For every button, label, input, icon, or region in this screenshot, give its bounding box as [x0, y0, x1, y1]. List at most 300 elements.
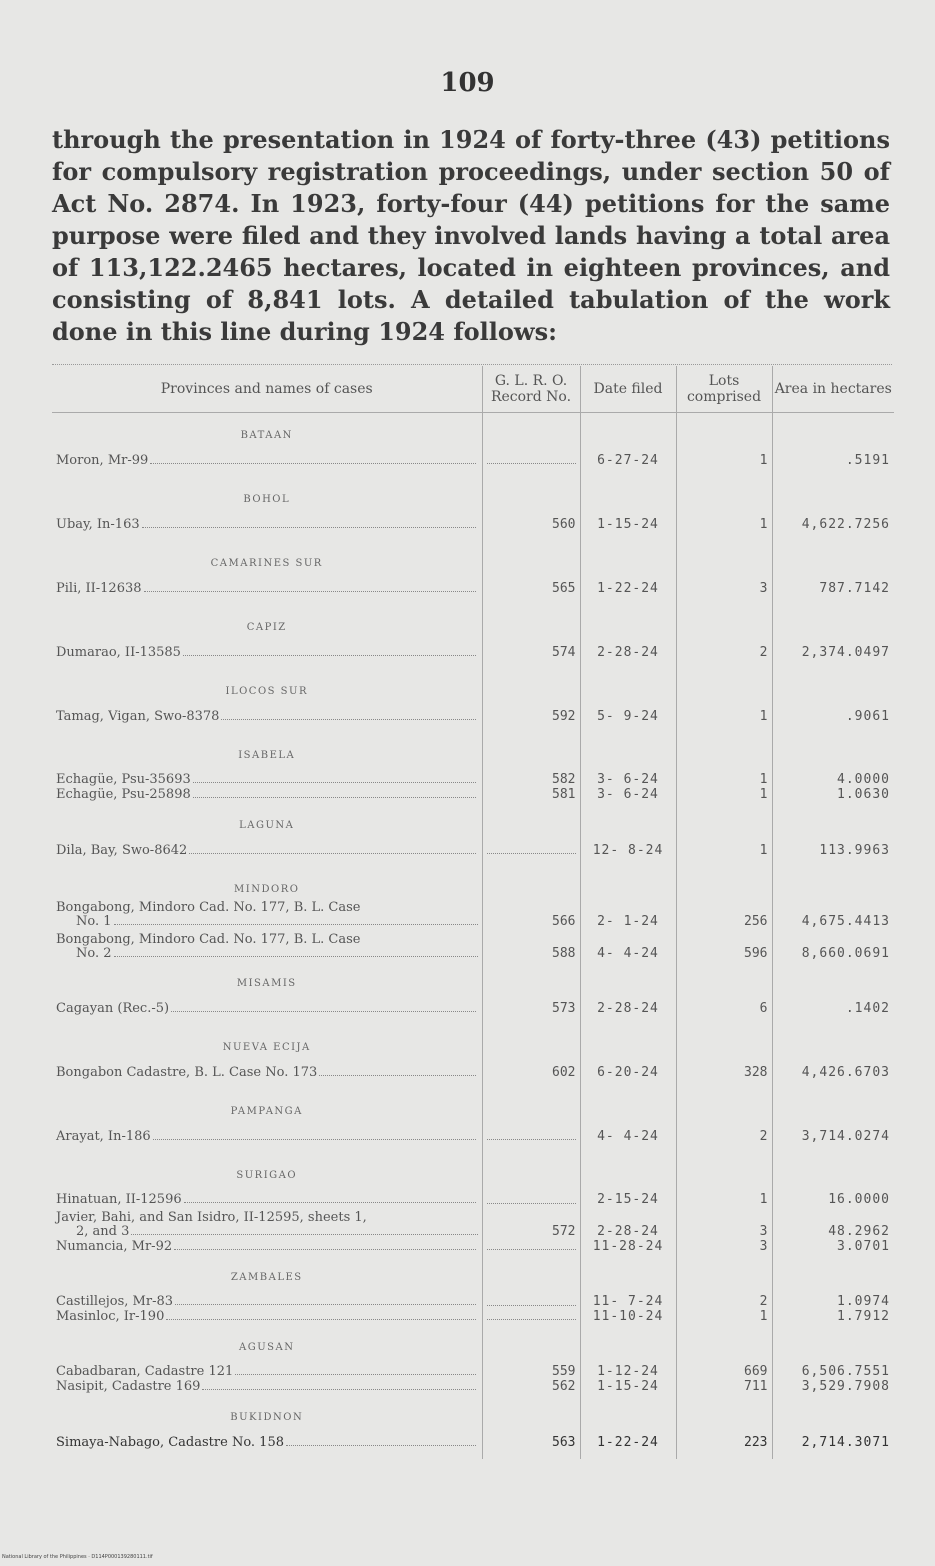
empty-cell [676, 413, 772, 444]
table-row [52, 833, 894, 867]
area-cell: 1.0630 [772, 787, 894, 803]
lots-cell: 1 [676, 1309, 772, 1325]
province-row [52, 1025, 894, 1055]
lots-cell: 669 [676, 1355, 772, 1379]
case-name: Nasipit, Cadastre 169 [56, 1379, 201, 1394]
case-name: Dumarao, II-13585 [56, 644, 181, 660]
lots-cell: 1 [676, 833, 772, 867]
table-row [52, 1425, 894, 1459]
case-name: Numancia, Mr-92 [56, 1239, 173, 1254]
record-number-cell: 574 [482, 635, 580, 669]
lots-cell: 1 [676, 763, 772, 787]
lots-cell: 1 [676, 787, 772, 803]
dot-leader [150, 463, 475, 464]
case-name-leader [56, 453, 478, 468]
case-name-line1: Bongabong, Mindoro Cad. No. 177, B. L. Case [56, 900, 361, 915]
empty-cell [772, 669, 894, 699]
date-filed-cell: 6-27-24 [580, 443, 676, 477]
header-name: Provinces and names of cases [52, 366, 482, 413]
lots-cell: 328 [676, 1055, 772, 1089]
province-heading: ZAMBALES [230, 1272, 303, 1283]
province-heading: BATAAN [240, 430, 293, 441]
empty-cell [580, 477, 676, 507]
case-name: Tamag, Vigan, Swo-8378 [56, 708, 220, 724]
dot-leader [193, 797, 476, 798]
empty-cell [482, 477, 580, 507]
dot-leader [166, 1319, 475, 1320]
dot-leader [153, 1139, 476, 1140]
date-filed-cell: 5- 9-24 [580, 699, 676, 733]
empty-cell [580, 1325, 676, 1355]
province-row [52, 733, 894, 763]
date-filed-cell: 3- 6-24 [580, 787, 676, 803]
case-name-cell [52, 1183, 482, 1207]
area-cell: 4,622.7256 [772, 507, 894, 541]
table-row [52, 1285, 894, 1309]
header-date: Date filed [580, 366, 676, 413]
province-heading: SURIGAO [236, 1170, 298, 1181]
case-name-line2-text: 2, and 3 [76, 1224, 130, 1239]
date-filed-cell: 1-15-24 [580, 507, 676, 541]
case-name-line2-text: No. 2 [76, 946, 112, 961]
empty-cell [676, 1025, 772, 1055]
record-number-cell: 572 [482, 1207, 580, 1239]
dot-leader [235, 1374, 475, 1375]
empty-cell [580, 1255, 676, 1285]
case-name-cell [52, 991, 482, 1025]
date-filed-cell: 4- 4-24 [580, 929, 676, 961]
case-name-leader [56, 517, 478, 532]
record-number-cell [482, 1183, 580, 1207]
empty-cell [580, 961, 676, 991]
case-name-cell [52, 787, 482, 803]
record-number-cell: 560 [482, 507, 580, 541]
lots-cell: 1 [676, 443, 772, 477]
empty-cell [676, 1153, 772, 1183]
case-name-leader [56, 1294, 478, 1309]
date-filed-cell: 2-28-24 [580, 1207, 676, 1239]
page-number: 109 [440, 68, 495, 98]
empty-cell [676, 803, 772, 833]
case-name-line2-text: No. 1 [76, 914, 112, 929]
empty-cell [772, 961, 894, 991]
province-row [52, 1255, 894, 1285]
empty-cell [482, 961, 580, 991]
province-heading: ILOCOS SUR [225, 686, 308, 697]
table-row [52, 763, 894, 787]
dot-leader [487, 453, 576, 464]
empty-cell [676, 1255, 772, 1285]
record-number-cell [482, 1239, 580, 1255]
records-table [52, 366, 894, 1459]
case-name-leader [56, 843, 478, 858]
table-row [52, 1119, 894, 1153]
empty-cell [772, 541, 894, 571]
table-row [52, 1207, 894, 1239]
case-name-cell [52, 507, 482, 541]
case-name: Echagüe, Psu-35693 [56, 772, 191, 787]
case-name-cell [52, 1379, 482, 1395]
record-number-cell: 563 [482, 1425, 580, 1459]
table-row [52, 1239, 894, 1255]
header-lots: Lots comprised [676, 366, 772, 413]
date-filed-cell: 1-22-24 [580, 571, 676, 605]
province-heading: CAMARINES SUR [210, 558, 323, 569]
header-area: Area in hectares [772, 366, 894, 413]
province-heading: CAPIZ [246, 622, 287, 633]
dot-leader [487, 1129, 576, 1140]
date-filed-cell: 12- 8-24 [580, 833, 676, 867]
date-filed-cell: 11- 7-24 [580, 1285, 676, 1309]
area-cell: 3.0701 [772, 1239, 894, 1255]
area-cell: 2,714.3071 [772, 1425, 894, 1459]
area-cell: .9061 [772, 699, 894, 733]
case-name: Castillejos, Mr-83 [56, 1294, 174, 1309]
date-filed-cell: 1-22-24 [580, 1425, 676, 1459]
empty-cell [482, 867, 580, 897]
empty-cell [772, 1395, 894, 1425]
empty-cell [580, 1089, 676, 1119]
case-name-leader [56, 1001, 478, 1016]
province-row [52, 541, 894, 571]
case-name-cell [52, 1309, 482, 1325]
case-name-cell [52, 1055, 482, 1089]
area-cell: .1402 [772, 991, 894, 1025]
dot-leader [487, 843, 576, 854]
case-name-cell [52, 1239, 482, 1255]
area-cell: 16.0000 [772, 1183, 894, 1207]
record-number-cell: 566 [482, 897, 580, 929]
dot-leader [487, 1239, 576, 1250]
date-filed-cell: 1-12-24 [580, 1355, 676, 1379]
record-number-cell: 565 [482, 571, 580, 605]
case-name: Hinatuan, II-12596 [56, 1192, 182, 1207]
empty-cell [676, 605, 772, 635]
lots-cell: 2 [676, 1119, 772, 1153]
area-cell: 4,675.4413 [772, 897, 894, 929]
scan-footer: National Library of the Philippines · D114P000139280111.tif [2, 1554, 153, 1560]
area-cell: 48.2962 [772, 1207, 894, 1239]
empty-cell [580, 605, 676, 635]
date-filed-cell: 11-10-24 [580, 1309, 676, 1325]
table-row [52, 443, 894, 477]
empty-cell [580, 413, 676, 444]
case-name-leader [56, 1129, 478, 1144]
province-heading: LAGUNA [239, 820, 295, 831]
empty-cell [772, 1325, 894, 1355]
table-body [52, 413, 894, 1460]
dot-leader [131, 1234, 477, 1235]
case-name-cell [52, 699, 482, 733]
lots-cell: 1 [676, 1183, 772, 1207]
lots-cell: 1 [676, 699, 772, 733]
province-heading: MINDORO [234, 884, 300, 895]
lots-cell: 3 [676, 571, 772, 605]
empty-cell [482, 733, 580, 763]
case-name-cell [52, 1119, 482, 1153]
empty-cell [772, 1025, 894, 1055]
record-number-cell: 582 [482, 763, 580, 787]
province-row [52, 1395, 894, 1425]
record-number-cell: 562 [482, 1379, 580, 1395]
lots-cell: 223 [676, 1425, 772, 1459]
province-heading: ISABELA [238, 750, 296, 761]
case-name: Arayat, In-186 [56, 1128, 151, 1144]
case-name-wrap [56, 901, 478, 929]
record-number-cell [482, 833, 580, 867]
case-name: Cabadbaran, Cadastre 121 [56, 1364, 234, 1379]
dot-leader [144, 591, 476, 592]
province-row [52, 1153, 894, 1183]
empty-cell [482, 605, 580, 635]
empty-cell [482, 669, 580, 699]
empty-cell [482, 1395, 580, 1425]
dot-leader [175, 1304, 475, 1305]
case-name-cell [52, 1285, 482, 1309]
dot-leader [183, 655, 476, 656]
case-name-cell [52, 897, 482, 929]
table-row [52, 699, 894, 733]
table-row [52, 929, 894, 961]
province-row [52, 1089, 894, 1119]
dot-leader [193, 782, 476, 783]
table-row [52, 991, 894, 1025]
record-number-cell [482, 443, 580, 477]
lots-cell: 711 [676, 1379, 772, 1395]
empty-cell [772, 1153, 894, 1183]
empty-cell [482, 413, 580, 444]
empty-cell [580, 733, 676, 763]
empty-cell [676, 1089, 772, 1119]
case-name-cell [52, 1355, 482, 1379]
empty-cell [676, 477, 772, 507]
area-cell: 1.0974 [772, 1285, 894, 1309]
date-filed-cell: 2-15-24 [580, 1183, 676, 1207]
area-cell: 8,660.0691 [772, 929, 894, 961]
area-cell: 4.0000 [772, 763, 894, 787]
record-number-cell: 559 [482, 1355, 580, 1379]
table-row [52, 507, 894, 541]
dot-leader [184, 1202, 476, 1203]
lots-cell: 1 [676, 507, 772, 541]
case-name: Moron, Mr-99 [56, 452, 149, 468]
dot-leader [189, 853, 475, 854]
lots-cell: 6 [676, 991, 772, 1025]
empty-cell [580, 541, 676, 571]
table-row [52, 1355, 894, 1379]
case-name-line2 [56, 947, 478, 961]
province-heading: NUEVA ECIJA [222, 1042, 311, 1053]
area-cell: 4,426.6703 [772, 1055, 894, 1089]
area-cell: .5191 [772, 443, 894, 477]
case-name-cell [52, 443, 482, 477]
empty-cell [482, 803, 580, 833]
case-name-leader [56, 1309, 478, 1324]
empty-cell [482, 541, 580, 571]
dot-leader [174, 1249, 475, 1250]
case-name-cell [52, 833, 482, 867]
case-name-leader [56, 787, 478, 802]
province-row [52, 1325, 894, 1355]
empty-cell [482, 1025, 580, 1055]
case-name-cell [52, 763, 482, 787]
table-row [52, 1055, 894, 1089]
empty-cell [676, 733, 772, 763]
date-filed-cell: 2- 1-24 [580, 897, 676, 929]
province-heading: PAMPANGA [230, 1106, 303, 1117]
dot-leader [319, 1075, 475, 1076]
case-name-leader [56, 1364, 478, 1379]
dot-leader [487, 1309, 576, 1320]
area-cell: 113.9963 [772, 833, 894, 867]
case-name: Dila, Bay, Swo-8642 [56, 842, 188, 858]
empty-cell [772, 867, 894, 897]
case-name-cell [52, 635, 482, 669]
record-number-cell: 592 [482, 699, 580, 733]
empty-cell [482, 1153, 580, 1183]
record-number-cell [482, 1119, 580, 1153]
case-name: Masinloc, Ir-190 [56, 1309, 165, 1324]
dot-leader [221, 719, 475, 720]
case-name-leader [56, 1435, 478, 1450]
record-number-cell: 602 [482, 1055, 580, 1089]
case-name-line1: Bongabong, Mindoro Cad. No. 177, B. L. Case [56, 932, 361, 947]
empty-cell [580, 1025, 676, 1055]
table-row [52, 787, 894, 803]
case-name-leader [56, 1065, 478, 1080]
table-top-rule [52, 364, 892, 365]
case-name-leader [56, 1239, 478, 1254]
dot-leader [487, 1193, 576, 1204]
dot-leader [202, 1389, 475, 1390]
dot-leader [286, 1445, 476, 1446]
dot-leader [171, 1011, 475, 1012]
table-row [52, 1183, 894, 1207]
lots-cell: 596 [676, 929, 772, 961]
table-row [52, 1379, 894, 1395]
case-name: Cagayan (Rec.-5) [56, 1000, 170, 1016]
province-row [52, 477, 894, 507]
case-name-wrap [56, 933, 478, 961]
case-name-leader [56, 645, 478, 660]
date-filed-cell: 11-28-24 [580, 1239, 676, 1255]
case-name: Ubay, In-163 [56, 516, 140, 532]
case-name-cell [52, 1207, 482, 1239]
empty-cell [772, 1089, 894, 1119]
dot-leader [114, 956, 478, 957]
case-name: Echagüe, Psu-25898 [56, 787, 191, 802]
case-name: Bongabon Cadastre, B. L. Case No. 173 [56, 1064, 318, 1080]
province-row [52, 413, 894, 444]
province-heading: BUKIDNON [230, 1412, 304, 1423]
empty-cell [772, 733, 894, 763]
case-name-line2 [56, 915, 478, 929]
empty-cell [580, 1395, 676, 1425]
empty-cell [772, 605, 894, 635]
empty-cell [772, 477, 894, 507]
lots-cell: 3 [676, 1207, 772, 1239]
header-record: G. L. R. O. Record No. [482, 366, 580, 413]
empty-cell [676, 867, 772, 897]
table-row [52, 1309, 894, 1325]
empty-cell [580, 867, 676, 897]
empty-cell [676, 1395, 772, 1425]
area-cell: 2,374.0497 [772, 635, 894, 669]
lots-cell: 2 [676, 1285, 772, 1309]
case-name-cell [52, 1425, 482, 1459]
case-name-leader [56, 1379, 478, 1394]
case-name-leader [56, 581, 478, 596]
dot-leader [487, 1295, 576, 1306]
empty-cell [676, 961, 772, 991]
record-number-cell: 581 [482, 787, 580, 803]
area-cell: 6,506.7551 [772, 1355, 894, 1379]
province-heading: AGUSAN [239, 1342, 295, 1353]
case-name-leader [56, 1192, 478, 1207]
lots-cell: 3 [676, 1239, 772, 1255]
empty-cell [676, 669, 772, 699]
lots-cell: 256 [676, 897, 772, 929]
record-number-cell [482, 1309, 580, 1325]
empty-cell [580, 669, 676, 699]
province-row [52, 867, 894, 897]
province-row [52, 605, 894, 635]
case-name: Pili, II-12638 [56, 580, 142, 596]
province-heading: BOHOL [243, 494, 291, 505]
province-row [52, 961, 894, 991]
date-filed-cell: 2-28-24 [580, 635, 676, 669]
empty-cell [772, 413, 894, 444]
province-row [52, 803, 894, 833]
case-name-cell [52, 571, 482, 605]
record-number-cell: 573 [482, 991, 580, 1025]
empty-cell [482, 1089, 580, 1119]
record-number-cell: 588 [482, 929, 580, 961]
empty-cell [482, 1325, 580, 1355]
case-name-cell [52, 929, 482, 961]
intro-paragraph: through the presentation in 1924 of forty-three (43) petitions for compulsory registration proceedings, under section 50 of Act No. 2874. In 1923, forty-four (44) petitions for the same purpose were filed and they involved lands having a total area of 113,122.2465 hectares, located in eighteen provinces, and consisting of 8,841 lots. A detailed tabulation of the work done in this line during 1924 follows: [52, 125, 890, 346]
empty-cell [580, 1153, 676, 1183]
empty-cell [676, 541, 772, 571]
date-filed-cell: 6-20-24 [580, 1055, 676, 1089]
date-filed-cell: 4- 4-24 [580, 1119, 676, 1153]
date-filed-cell: 3- 6-24 [580, 763, 676, 787]
date-filed-cell: 1-15-24 [580, 1379, 676, 1395]
case-name-line1: Javier, Bahi, and San Isidro, II-12595, sheets 1, [56, 1210, 367, 1225]
date-filed-cell: 2-28-24 [580, 991, 676, 1025]
empty-cell [772, 1255, 894, 1285]
empty-cell [676, 1325, 772, 1355]
table-row [52, 571, 894, 605]
area-cell: 3,714.0274 [772, 1119, 894, 1153]
empty-cell [772, 803, 894, 833]
case-name-leader [56, 709, 478, 724]
dot-leader [142, 527, 476, 528]
case-name: Simaya-Nabago, Cadastre No. 158 [56, 1434, 284, 1450]
case-name-line2 [56, 1225, 478, 1239]
lots-cell: 2 [676, 635, 772, 669]
table-row [52, 897, 894, 929]
province-heading: MISAMIS [236, 978, 297, 989]
province-row [52, 669, 894, 699]
dot-leader [114, 924, 478, 925]
case-name-wrap [56, 1211, 478, 1239]
area-cell: 787.7142 [772, 571, 894, 605]
table-row [52, 635, 894, 669]
record-number-cell [482, 1285, 580, 1309]
area-cell: 3,529.7908 [772, 1379, 894, 1395]
empty-cell [482, 1255, 580, 1285]
